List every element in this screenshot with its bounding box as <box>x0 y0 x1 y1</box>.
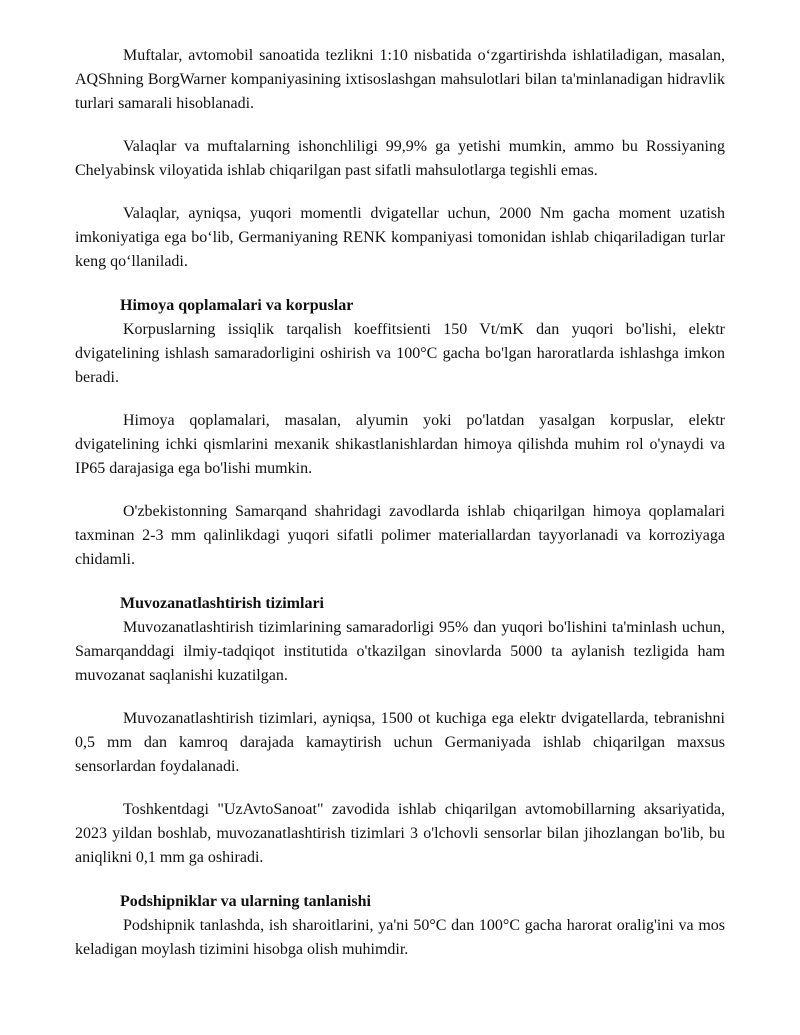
paragraph-balancing-efficiency: Muvozanatlashtirish tizimlarining samaradorligi 95% dan yuqori bo'lishini ta'minlash uchun, Samarqanddagi ilmiy-tadqiqot institutida o'tkazilgan sinovlarda 5000 ta aylanish tezligida ham muvozanat saqlanishi kuzatilgan. <box>75 619 725 684</box>
paragraph-protective-coatings: Himoya qoplamalari, masalan, alyumin yoki po'latdan yasalgan korpuslar, elektr dvigatelining ichki qismlarini mexanik shikastlanishlardan himoya qilishda muhim rol o'ynaydi va IP65 darajasiga ega bo'lishi mumkin. <box>75 412 725 477</box>
paragraph-couplings: Muftalar, avtomobil sanoatida tezlikni 1:10 nisbatida o‘zgartirishda ishlatiladigan, masalan, AQShning BorgWarner kompaniyasining ixtisoslashgan mahsulotlari bilan ta'minlanadigan hidravlik turlari samarali hisoblanadi. <box>75 47 725 112</box>
paragraph-shafts: Valaqlar, ayniqsa, yuqori momentli dvigatellar uchun, 2000 Nm gacha moment uzatish imkoniyatiga ega bo‘lib, Germaniyaning RENK kompaniyasi tomonidan ishlab chiqariladigan turlar keng qo‘llaniladi. <box>75 205 725 270</box>
heading-bearings: Podshipniklar va ularning tanlanishi <box>120 893 371 910</box>
document-page <box>75 44 725 962</box>
paragraph-balancing-sensors: Muvozanatlashtirish tizimlari, ayniqsa, 1500 ot kuchiga ega elektr dvigatellarda, tebranishni 0,5 mm dan kamroq darajada kamaytirish uchun Germaniyada ishlab chiqarilgan maxsus sensorlardan foydalanadi. <box>75 710 725 775</box>
heading-balancing-systems: Muvozanatlashtirish tizimlari <box>120 595 324 612</box>
paragraph-housings-heat: Korpuslarning issiqlik tarqalish koeffitsienti 150 Vt/mK dan yuqori bo'lishi, elektr dvigatelining ishlash samaradorligini oshirish va 100°C gacha bo'lgan haroratlarda ishlashga imkon beradi. <box>75 321 725 386</box>
heading-protective-coatings: Himoya qoplamalari va korpuslar <box>120 297 354 314</box>
paragraph-bearing-selection: Podshipnik tanlashda, ish sharoitlarini, ya'ni 50°C dan 100°C gacha harorat oralig'ini va mos keladigan moylash tizimini hisobga olish muhimdir. <box>75 917 725 958</box>
paragraph-uzavtosanoat: Toshkentdagi "UzAvtoSanoat" zavodida ishlab chiqarilgan avtomobillarning aksariyatida, 2023 yildan boshlab, muvozanatlashtirish tizimlari 3 o'lchovli sensorlar bilan jihozlangan bo'lib, bu aniqlikni 0,1 mm ga oshiradi. <box>75 801 725 866</box>
paragraph-samarkand-coatings: O'zbekistonning Samarqand shahridagi zavodlarda ishlab chiqarilgan himoya qoplamalari taxminan 2-3 mm qalinlikdagi yuqori sifatli polimer materiallardan tayyorlanadi va korroziyaga chidamli. <box>75 503 725 568</box>
paragraph-reliability: Valaqlar va muftalarning ishonchliligi 99,9% ga yetishi mumkin, ammo bu Rossiyaning Chelyabinsk viloyatida ishlab chiqarilgan past sifatli mahsulotlarga tegishli emas. <box>75 138 725 179</box>
